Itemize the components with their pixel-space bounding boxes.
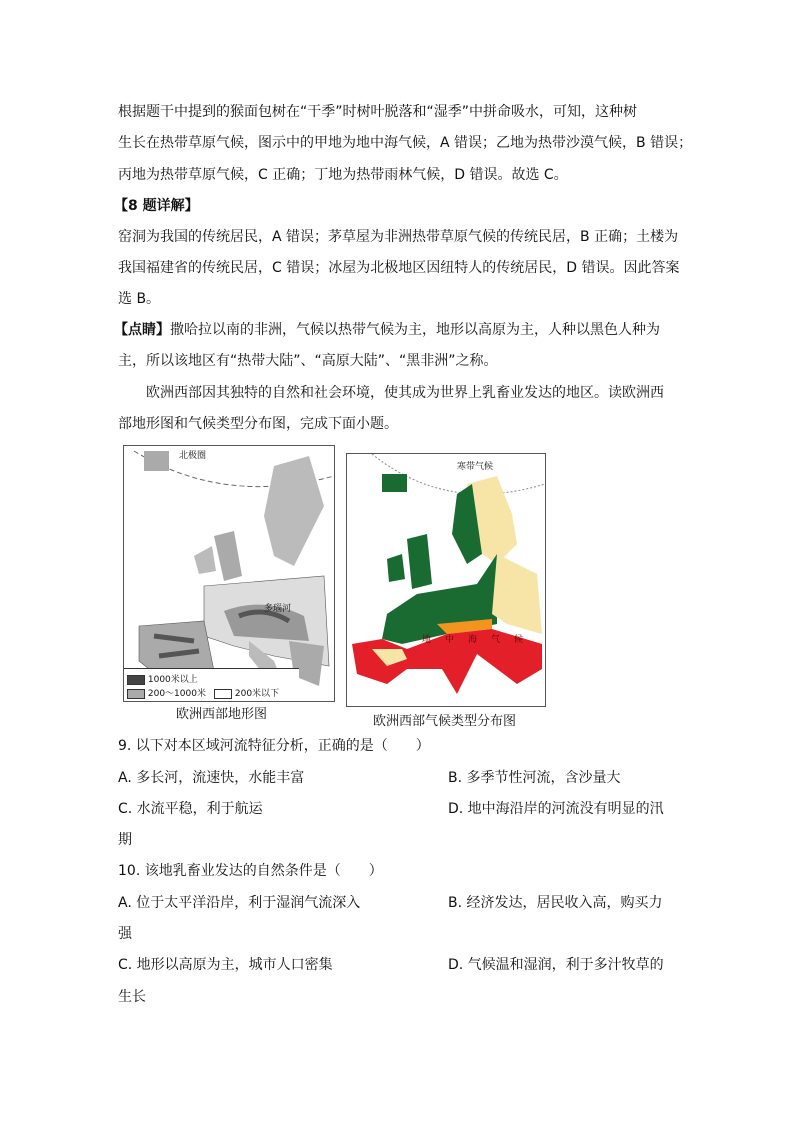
legend-item: 200～1000米 <box>127 686 206 699</box>
option-d[interactable]: D. 气候温和湿润，利于多汁牧草的 <box>448 957 664 973</box>
climate-map-figure <box>347 454 545 706</box>
text-line: 窑洞为我国的传统居民，A 错误；茅草屋为非洲热带草原气候的传统民居，B 正确；土楼为 <box>118 229 679 245</box>
option-d-continued: 期 <box>118 832 132 848</box>
option-a[interactable]: A. 多长河，流速快，水能丰富 <box>118 770 305 786</box>
option-b[interactable]: B. 多季节性河流，含沙量大 <box>448 770 621 786</box>
mediterranean-climate-label: 地中海气候 <box>422 635 538 645</box>
terrain-map-figure <box>124 446 334 701</box>
tip-line <box>114 321 660 339</box>
arctic-circle-label: 北极圈 <box>179 451 207 461</box>
option-c[interactable]: C. 水流平稳，利于航运 <box>118 801 263 817</box>
heading-8: 【8 题详解】 <box>114 198 199 214</box>
terrain-map-caption: 欧洲西部地形图 <box>176 707 268 722</box>
option-b-continued: 强 <box>118 926 132 942</box>
option-d[interactable]: D. 地中海沿岸的河流没有明显的汛 <box>448 801 664 817</box>
legend-item: 200米以下 <box>214 686 279 699</box>
question-stem: 9. 以下对本区域河流特征分析，正确的是（ ） <box>118 738 430 754</box>
text-line: 选 B。 <box>118 291 161 307</box>
question-stem: 10. 该地乳畜业发达的自然条件是（ ） <box>118 863 383 879</box>
text-line: 生长在热带草原气候，图示中的甲地为地中海气候，A 错误；乙地为热带沙漠气候，B 错误； <box>118 135 693 151</box>
tip-text: 撒哈拉以南的非洲，气候以热带气候为主，地形以高原为主，人种以黑色人种为 <box>170 322 660 338</box>
option-a[interactable]: A. 位于太平洋沿岸，利于湿润气流深入 <box>118 895 361 911</box>
terrain-map <box>123 445 335 702</box>
option-b[interactable]: B. 经济发达，居民收入高，购买力 <box>448 895 663 911</box>
intro-line: 欧洲西部因其独特的自然和社会环境，使其成为世界上乳畜业发达的地区。读欧洲西 <box>146 385 664 401</box>
climate-map <box>346 453 546 707</box>
intro-line: 部地形图和气候类型分布图，完成下面小题。 <box>118 416 398 432</box>
option-d-continued: 生长 <box>118 989 146 1005</box>
climate-map-caption: 欧洲西部气候类型分布图 <box>373 714 517 729</box>
tip-label: 【点睛】 <box>114 322 170 338</box>
map-legend <box>124 668 299 701</box>
text-line: 根据题干中提到的猴面包树在“干季”时树叶脱落和“湿季”中拼命吸水，可知，这种树 <box>118 104 638 120</box>
cold-climate-label: 寒带气候 <box>457 462 494 472</box>
option-c[interactable]: C. 地形以高原为主，城市人口密集 <box>118 957 333 973</box>
text-line: 丙地为热带草原气候，C 正确；丁地为热带雨林气候，D 错误。故选 C。 <box>118 167 568 183</box>
legend-item: 1000米以上 <box>127 672 198 685</box>
text-line: 我国福建省的传统民居，C 错误；冰屋为北极地区因纽特人的传统居民，D 错误。因此答案 <box>118 260 680 276</box>
tip-line: 主，所以该地区有“热带大陆”、“高原大陆”、“黑非洲”之称。 <box>118 353 498 369</box>
danube-label: 多瑙河 <box>264 604 292 614</box>
